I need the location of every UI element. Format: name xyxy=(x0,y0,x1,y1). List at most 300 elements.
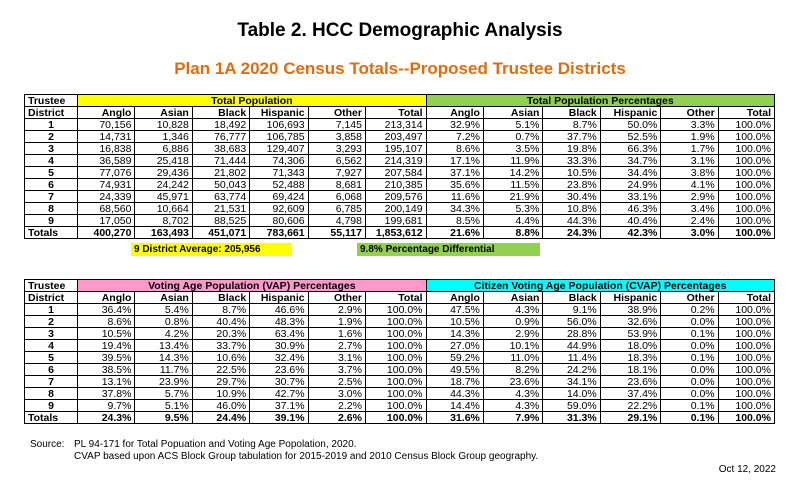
table-cell: 71,343 xyxy=(250,167,308,179)
table-cell: 100.0% xyxy=(718,328,774,340)
table-cell: 3,293 xyxy=(308,143,365,155)
table-cell: 22.2% xyxy=(600,400,661,412)
totals-cell: 21.6% xyxy=(426,227,483,239)
table-row xyxy=(25,131,775,143)
table-cell: 48.3% xyxy=(250,316,308,328)
table-cell: 100.0% xyxy=(718,352,774,364)
table-cell: 32.6% xyxy=(600,316,661,328)
table-cell: 3.1% xyxy=(661,155,718,167)
table-cell: 40.4% xyxy=(192,316,249,328)
totals-cell: 783,661 xyxy=(250,227,308,239)
table-row xyxy=(25,400,775,412)
column-header: Other xyxy=(661,292,718,304)
totals-cell: 39.1% xyxy=(250,412,308,424)
table-cell: 0.0% xyxy=(661,388,718,400)
table-cell: 38.5% xyxy=(78,364,135,376)
table-cell: 3.1% xyxy=(308,352,365,364)
table-cell: 24.2% xyxy=(543,364,600,376)
table-cell: 37.7% xyxy=(543,131,600,143)
totals-cell: 100.0% xyxy=(718,412,774,424)
totals-cell: 7.9% xyxy=(483,412,542,424)
table-cell: 2.7% xyxy=(308,340,365,352)
table-cell: 0.1% xyxy=(661,400,718,412)
table-cell: 47.5% xyxy=(426,304,483,316)
total-population-table xyxy=(24,94,775,239)
source-line-2: CVAP based upon ACS Block Group tabulation for 2015-2019 and 2010 Census Block Group geography. xyxy=(74,451,539,462)
table-cell: 209,576 xyxy=(365,191,426,203)
totals-cell: 163,493 xyxy=(135,227,192,239)
table-cell: 4.3% xyxy=(483,400,542,412)
table-cell: 92,609 xyxy=(250,203,308,215)
table-cell: 29.7% xyxy=(192,376,249,388)
totals-cell: 3.0% xyxy=(661,227,718,239)
table-cell: 3.4% xyxy=(661,203,718,215)
table-cell: 100.0% xyxy=(718,400,774,412)
table-cell: 3.0% xyxy=(308,388,365,400)
table-cell: 11.5% xyxy=(483,179,542,191)
table-cell: 44.3% xyxy=(543,215,600,227)
table-cell: 100.0% xyxy=(718,376,774,388)
district-id: 8 xyxy=(25,203,78,215)
table-cell: 100.0% xyxy=(718,316,774,328)
table-cell: 53.9% xyxy=(600,328,661,340)
table-row xyxy=(25,376,775,388)
table-cell: 100.0% xyxy=(718,191,774,203)
table-cell: 5.1% xyxy=(483,119,542,131)
table-cell: 23.9% xyxy=(135,376,192,388)
table-cell: 37.8% xyxy=(78,388,135,400)
table-cell: 4,798 xyxy=(308,215,365,227)
table-cell: 199,681 xyxy=(365,215,426,227)
table-cell: 4.1% xyxy=(661,179,718,191)
district-id: 6 xyxy=(25,179,78,191)
table-cell: 14.3% xyxy=(426,328,483,340)
table-cell: 77,076 xyxy=(78,167,135,179)
column-header: Asian xyxy=(135,107,192,119)
totals-cell: 55,117 xyxy=(308,227,365,239)
table-cell: 11.0% xyxy=(483,352,542,364)
table-cell: 23.6% xyxy=(250,364,308,376)
table-cell: 37.4% xyxy=(600,388,661,400)
totals-cell: 0.1% xyxy=(661,412,718,424)
table-cell: 213,314 xyxy=(365,119,426,131)
table-cell: 4.3% xyxy=(483,388,542,400)
table-cell: 24,339 xyxy=(78,191,135,203)
table-cell: 49.5% xyxy=(426,364,483,376)
table-cell: 33.1% xyxy=(600,191,661,203)
table-cell: 59.0% xyxy=(543,400,600,412)
table-cell: 10,664 xyxy=(135,203,192,215)
table-cell: 37.1% xyxy=(426,167,483,179)
column-header: Other xyxy=(308,292,365,304)
table-cell: 200,149 xyxy=(365,203,426,215)
table-cell: 68,560 xyxy=(78,203,135,215)
table-cell: 22.5% xyxy=(192,364,249,376)
column-header: Total xyxy=(718,292,774,304)
district-id: 2 xyxy=(25,316,78,328)
column-header: Anglo xyxy=(78,292,135,304)
column-header: Hispanic xyxy=(250,107,308,119)
table-cell: 4.2% xyxy=(135,328,192,340)
table-cell: 35.6% xyxy=(426,179,483,191)
cvap-percentages-header: Citizen Voting Age Population (CVAP) Percentages xyxy=(426,280,774,292)
table-row xyxy=(25,364,775,376)
table-cell: 10.6% xyxy=(192,352,249,364)
table-cell: 18.7% xyxy=(426,376,483,388)
table-cell: 50,043 xyxy=(192,179,249,191)
table-cell: 100.0% xyxy=(718,131,774,143)
column-header: Black xyxy=(543,107,600,119)
table-cell: 100.0% xyxy=(365,328,426,340)
table-cell: 80,606 xyxy=(250,215,308,227)
table-cell: 100.0% xyxy=(718,215,774,227)
column-header: Anglo xyxy=(426,292,483,304)
column-header: Black xyxy=(192,107,249,119)
table-cell: 7,145 xyxy=(308,119,365,131)
table-cell: 11.6% xyxy=(426,191,483,203)
totals-cell: 24.3% xyxy=(543,227,600,239)
table-cell: 210,385 xyxy=(365,179,426,191)
report-date: Oct 12, 2022 xyxy=(718,464,776,475)
table-cell: 203,497 xyxy=(365,131,426,143)
table-row xyxy=(25,191,775,203)
table-row xyxy=(25,143,775,155)
table-cell: 0.0% xyxy=(661,376,718,388)
table-row xyxy=(25,203,775,215)
table-cell: 18,492 xyxy=(192,119,249,131)
table-cell: 3.5% xyxy=(483,143,542,155)
table-cell: 14.4% xyxy=(426,400,483,412)
table-cell: 10.5% xyxy=(543,167,600,179)
table-cell: 76,777 xyxy=(192,131,249,143)
table-cell: 34.7% xyxy=(600,155,661,167)
table-cell: 52.5% xyxy=(600,131,661,143)
district-id: 5 xyxy=(25,352,78,364)
table-cell: 32.4% xyxy=(250,352,308,364)
column-header: Total xyxy=(718,107,774,119)
table-cell: 4.4% xyxy=(483,215,542,227)
table-cell: 10.5% xyxy=(426,316,483,328)
table-cell: 0.0% xyxy=(661,316,718,328)
page-subtitle: Plan 1A 2020 Census Totals--Proposed Trustee Districts xyxy=(174,59,626,78)
table-cell: 100.0% xyxy=(718,304,774,316)
district-id: 7 xyxy=(25,376,78,388)
table-cell: 8.5% xyxy=(426,215,483,227)
table-cell: 5.7% xyxy=(135,388,192,400)
table-cell: 10.1% xyxy=(483,340,542,352)
table-cell: 8.2% xyxy=(483,364,542,376)
column-header: Black xyxy=(543,292,600,304)
column-header: Hispanic xyxy=(600,107,661,119)
table-cell: 42.7% xyxy=(250,388,308,400)
column-header: Asian xyxy=(483,292,542,304)
table-cell: 44.3% xyxy=(426,388,483,400)
table-cell: 2.9% xyxy=(308,304,365,316)
table-cell: 100.0% xyxy=(365,400,426,412)
table-cell: 0.2% xyxy=(661,304,718,316)
district-id: 7 xyxy=(25,191,78,203)
table-cell: 100.0% xyxy=(718,340,774,352)
totals-cell: 24.3% xyxy=(78,412,135,424)
table1-body xyxy=(25,119,775,239)
table-cell: 100.0% xyxy=(718,388,774,400)
table-cell: 46.6% xyxy=(250,304,308,316)
table-cell: 17,050 xyxy=(78,215,135,227)
totals-cell: 29.1% xyxy=(600,412,661,424)
column-header: Anglo xyxy=(78,107,135,119)
table-cell: 1,346 xyxy=(135,131,192,143)
totals-cell: 9.5% xyxy=(135,412,192,424)
table-cell: 0.8% xyxy=(135,316,192,328)
table-cell: 100.0% xyxy=(718,119,774,131)
table-cell: 214,319 xyxy=(365,155,426,167)
table-cell: 30.4% xyxy=(543,191,600,203)
table-cell: 100.0% xyxy=(718,155,774,167)
table-cell: 38,683 xyxy=(192,143,249,155)
table-cell: 23.8% xyxy=(543,179,600,191)
table-cell: 5.4% xyxy=(135,304,192,316)
table-cell: 52,488 xyxy=(250,179,308,191)
table-cell: 0.7% xyxy=(483,131,542,143)
table-cell: 21,531 xyxy=(192,203,249,215)
district-id: 1 xyxy=(25,119,78,131)
table-cell: 2.9% xyxy=(661,191,718,203)
district-label: District xyxy=(25,292,78,304)
table-cell: 18.0% xyxy=(600,340,661,352)
table-cell: 14,731 xyxy=(78,131,135,143)
table-cell: 11.4% xyxy=(543,352,600,364)
table-cell: 0.1% xyxy=(661,328,718,340)
table-cell: 33.3% xyxy=(543,155,600,167)
table-cell: 0.0% xyxy=(661,340,718,352)
district-average-note: 9 District Average: 205,956 xyxy=(131,243,292,256)
table-cell: 100.0% xyxy=(718,143,774,155)
totals-cell: 100.0% xyxy=(718,227,774,239)
table-cell: 8,681 xyxy=(308,179,365,191)
column-header: Total xyxy=(365,107,426,119)
vap-cvap-table xyxy=(24,279,775,424)
totals-row xyxy=(25,227,775,239)
table-cell: 2.9% xyxy=(483,328,542,340)
table-cell: 20.3% xyxy=(192,328,249,340)
table-row xyxy=(25,340,775,352)
table-row xyxy=(25,352,775,364)
table-cell: 10.5% xyxy=(78,328,135,340)
table-row xyxy=(25,179,775,191)
table-cell: 195,107 xyxy=(365,143,426,155)
table-cell: 14.0% xyxy=(543,388,600,400)
table-cell: 100.0% xyxy=(365,352,426,364)
table-cell: 6,785 xyxy=(308,203,365,215)
column-header: Anglo xyxy=(426,107,483,119)
table-cell: 18.3% xyxy=(600,352,661,364)
column-header: Black xyxy=(192,292,249,304)
table-cell: 10.9% xyxy=(192,388,249,400)
total-population-header: Total Population xyxy=(78,95,426,107)
table-cell: 69,424 xyxy=(250,191,308,203)
table-cell: 24.9% xyxy=(600,179,661,191)
table-row xyxy=(25,328,775,340)
table-cell: 100.0% xyxy=(365,388,426,400)
table-cell: 66.3% xyxy=(600,143,661,155)
table-cell: 10.8% xyxy=(543,203,600,215)
totals-cell: 31.3% xyxy=(543,412,600,424)
district-id: 3 xyxy=(25,143,78,155)
table-cell: 34.4% xyxy=(600,167,661,179)
table-cell: 8.6% xyxy=(426,143,483,155)
table-cell: 46.0% xyxy=(192,400,249,412)
table-cell: 5.3% xyxy=(483,203,542,215)
table-cell: 21.9% xyxy=(483,191,542,203)
table-cell: 0.0% xyxy=(661,364,718,376)
table1-group-header-row xyxy=(25,95,775,107)
table-row xyxy=(25,167,775,179)
totals-cell: 451,071 xyxy=(192,227,249,239)
table-cell: 3.8% xyxy=(661,167,718,179)
totals-cell: 2.6% xyxy=(308,412,365,424)
table-cell: 19.8% xyxy=(543,143,600,155)
column-header: Other xyxy=(308,107,365,119)
column-header: Total xyxy=(365,292,426,304)
table-cell: 63,774 xyxy=(192,191,249,203)
district-id: 9 xyxy=(25,215,78,227)
totals-cell: 100.0% xyxy=(365,412,426,424)
column-header: Asian xyxy=(483,107,542,119)
table-cell: 8.7% xyxy=(543,119,600,131)
table-cell: 28.8% xyxy=(543,328,600,340)
trustee-label: Trustee xyxy=(25,280,78,292)
table-cell: 50.0% xyxy=(600,119,661,131)
district-id: 5 xyxy=(25,167,78,179)
table-cell: 0.1% xyxy=(661,352,718,364)
table-cell: 2.4% xyxy=(661,215,718,227)
table-cell: 38.9% xyxy=(600,304,661,316)
table-cell: 30.9% xyxy=(250,340,308,352)
vap-percentages-header: Voting Age Population (VAP) Percentages xyxy=(78,280,426,292)
district-id: 2 xyxy=(25,131,78,143)
table-cell: 27.0% xyxy=(426,340,483,352)
district-id: 9 xyxy=(25,400,78,412)
table-row xyxy=(25,304,775,316)
table-cell: 4.3% xyxy=(483,304,542,316)
table-cell: 17.1% xyxy=(426,155,483,167)
table-cell: 2.2% xyxy=(308,400,365,412)
totals-cell: 31.6% xyxy=(426,412,483,424)
table-cell: 34.1% xyxy=(543,376,600,388)
table-row xyxy=(25,119,775,131)
table-cell: 23.6% xyxy=(483,376,542,388)
table-cell: 207,584 xyxy=(365,167,426,179)
table-cell: 7,927 xyxy=(308,167,365,179)
source-line-1: PL 94-171 for Total Popuation and Voting Age Popolation, 2020. xyxy=(74,439,357,450)
table-cell: 13.4% xyxy=(135,340,192,352)
totals-cell: 42.3% xyxy=(600,227,661,239)
table-cell: 70,156 xyxy=(78,119,135,131)
table-cell: 36.4% xyxy=(78,304,135,316)
table-cell: 33.7% xyxy=(192,340,249,352)
table-cell: 3,858 xyxy=(308,131,365,143)
table-cell: 100.0% xyxy=(365,364,426,376)
table-cell: 100.0% xyxy=(718,179,774,191)
table-cell: 100.0% xyxy=(718,167,774,179)
table-cell: 100.0% xyxy=(718,203,774,215)
table-cell: 100.0% xyxy=(365,340,426,352)
table2-group-header-row xyxy=(25,280,775,292)
trustee-label: Trustee xyxy=(25,95,78,107)
table-cell: 40.4% xyxy=(600,215,661,227)
table-cell: 21,802 xyxy=(192,167,249,179)
table1-column-header-row xyxy=(25,107,775,119)
table-row xyxy=(25,155,775,167)
table-cell: 16,838 xyxy=(78,143,135,155)
table-cell: 18.1% xyxy=(600,364,661,376)
totals-cell: 24.4% xyxy=(192,412,249,424)
column-header: Asian xyxy=(135,292,192,304)
table-cell: 8,702 xyxy=(135,215,192,227)
table-cell: 1.6% xyxy=(308,328,365,340)
table-cell: 100.0% xyxy=(365,316,426,328)
table-cell: 14.3% xyxy=(135,352,192,364)
district-id: 3 xyxy=(25,328,78,340)
table-cell: 2.5% xyxy=(308,376,365,388)
table-cell: 1.9% xyxy=(661,131,718,143)
table-cell: 34.3% xyxy=(426,203,483,215)
table-cell: 13.1% xyxy=(78,376,135,388)
table-cell: 59.2% xyxy=(426,352,483,364)
table-cell: 100.0% xyxy=(365,304,426,316)
table-cell: 56.0% xyxy=(543,316,600,328)
table-cell: 5.1% xyxy=(135,400,192,412)
totals-cell: 400,270 xyxy=(78,227,135,239)
table-cell: 6,068 xyxy=(308,191,365,203)
table-cell: 44.9% xyxy=(543,340,600,352)
table-cell: 14.2% xyxy=(483,167,542,179)
table-cell: 30.7% xyxy=(250,376,308,388)
column-header: Hispanic xyxy=(600,292,661,304)
source-note xyxy=(30,439,538,463)
column-header: Other xyxy=(661,107,718,119)
table-cell: 0.9% xyxy=(483,316,542,328)
district-id: 1 xyxy=(25,304,78,316)
table-cell: 3.3% xyxy=(661,119,718,131)
source-label: Source: xyxy=(30,439,65,450)
table-row xyxy=(25,215,775,227)
district-id: 4 xyxy=(25,155,78,167)
district-id: 8 xyxy=(25,388,78,400)
table-cell: 106,785 xyxy=(250,131,308,143)
page-title: Table 2. HCC Demographic Analysis xyxy=(237,20,563,41)
table-row xyxy=(25,316,775,328)
table-cell: 9.7% xyxy=(78,400,135,412)
table-cell: 39.5% xyxy=(78,352,135,364)
table-cell: 24,242 xyxy=(135,179,192,191)
table-cell: 46.3% xyxy=(600,203,661,215)
totals-cell: 8.8% xyxy=(483,227,542,239)
table-cell: 74,931 xyxy=(78,179,135,191)
table-cell: 6,886 xyxy=(135,143,192,155)
table-cell: 71,444 xyxy=(192,155,249,167)
table-cell: 3.7% xyxy=(308,364,365,376)
table-cell: 100.0% xyxy=(365,376,426,388)
table-cell: 37.1% xyxy=(250,400,308,412)
table-cell: 100.0% xyxy=(718,364,774,376)
table-cell: 32.9% xyxy=(426,119,483,131)
table-cell: 1.9% xyxy=(308,316,365,328)
table-cell: 11.9% xyxy=(483,155,542,167)
percentage-differential-note: 9.8% Percentage Differential xyxy=(357,243,540,256)
table-cell: 8.7% xyxy=(192,304,249,316)
table-cell: 88,525 xyxy=(192,215,249,227)
